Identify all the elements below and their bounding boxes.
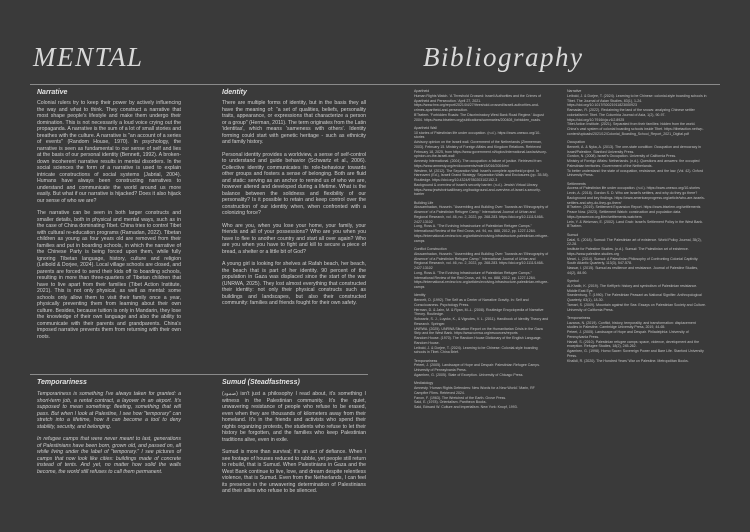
bibliography-group-heading: Building Life (414, 200, 434, 205)
bibliography-entry: Leibold, J. & Dorjee, T. (2024). Learning to be Chinese: Colonial-style boarding schools in Tibet. China Brief. (414, 345, 538, 355)
bibliography-entry: Hanafi, S. (2010). Palestinian refugee camps: space, violence, development and the exception. Refugee Studies, 18(2), 245-262. (567, 339, 700, 349)
section-heading-identity: Identity (222, 89, 247, 96)
page-title-bibliography: Bibliography (423, 42, 584, 72)
bibliography-entry: Ramadan, R. (2022). Reclaiming the land of the snows: analyzing Chinese settler colonialism in Tibet. The Columbia Journal of Asia, 1(2), 90-97. https://doi.org/10.7916/cja.v1i2.8925 (567, 108, 695, 122)
bibliography-entry: Levin, A. (2018). Gordon S. D. Who are Israel's settlers, and why do they go there? Background and key findings. https://www.americanprogress.org/article/who-are-israels-settlers-and-why-do-they-go-there/ (567, 191, 705, 205)
bibliography-group (414, 126, 550, 197)
bibliography-entry: Fanon, F. (1963). The Wretched of the Earth. Grove Press. (414, 395, 507, 400)
identity-paragraph: Who are you, when you lose your home, your family, your friends and all of your possessions? Who are you when you have to flee to another country and start all over again? Who are you when you have to fight and kill to secure a piece of bread, a shelter or a little bit of God? (222, 222, 366, 255)
bibliography-entry: Peteet, J. (2005). Landscape of Hope and Despair. Philadelphia: University of Pennsylvania Press. (567, 330, 689, 339)
middle-divider (30, 374, 368, 375)
bibliography-entry: Abusamhadan, Hussein. "Assembling and Building Over: Towards an 'Ethnography of Absence' of a Palestinian Refugee Camp." International Journal of Urban and Regional Research, vol. 46, no. 2, 2022, pp. 268-283. https://doi.org/10.1111/1468-2427.13102 (414, 205, 549, 224)
bibliography-group (567, 316, 707, 364)
bibliography-group-heading: Symbol (567, 279, 579, 284)
identity-paragraph: A young girl is looking for shelves at Rafah beach, her beach, the beach that is part of her identity. 90 percent of the population in Gaza was displaced since the start of the war (UNRWA, 2025). They lost almost everything that constructed their identity: not only their physical constructs such as buildings and landscapes, but also their constructed community: families and friends fought for their own safety. (222, 261, 366, 306)
identity-paragraph: Personal identity provides a worldview, a sense of self-control to understand and guide behavior (Schwartz et al., 2006). Collective identity communicates its role-behaviour towards other groups and fosters a sense of belonging. Both are fluid and static: serving as an anchor to remind us of who we are, however altered and developed during a lifetime. What is the balance between the solidness and flexibility of our personality? Is it possible to retain and keep control over the construction of our identity when, when confronted with a colonizing force? (222, 151, 366, 216)
identity-body (222, 100, 366, 313)
narrative-paragraph: Colonial rulers try to keep their power by actively influencing the way and what to think. They construct a narrative that most shape people's lifestyle and make them undergo their domination. This is not necessarily a loud voice crying out the propaganda. A narrative is the sum of a lot of small stories and breathes with the culture. A narrative is "an account of a series of events" (Random House, 1970). In psychology, the narrative is seen as fundamental to our sense of self and lies at the basis of our personal identity (Bennett, 1992). A broken-down incoherent narrative results in mental disorders. In the social sciences the form of a narrative is used to explain intricate constructions of social systems (Jabrial, 2004). Humans have always been constructing narratives to understand and communicate the world around us more easily. But what if our narrative is hijacked? Does it also hijack our sense of who we are? (37, 100, 181, 204)
bibliography-entry: Swedenburg, T. (1990). The Palestinian Peasant as National Signifier. Anthropological Quarterly, 63(1), 18-30. (567, 293, 702, 303)
bibliography-group (414, 201, 550, 244)
bibliography-entry: B'Tselem. 'Forbidden Roads: The Discriminatory West Bank Road Regime.' August 2004. https://www.btselem.org/publications/summaries/200408_forbidden_roads. (414, 112, 544, 122)
bibliography-group-heading: Conflict Construction (414, 247, 447, 252)
temporariness-paragraph: Temporariness is something I've always taken for granted: a short-term job, a rental contract, a layover in an airport. It's supposed to mean something: fleeting, something that will pass. But when I look at Palestine, I see how "temporary" can stretch into a lifetime, how it can become a tool to deny stability, security, and belonging. (37, 391, 181, 430)
narrative-body (37, 100, 181, 346)
bibliography-entry: Peteet, J. (2005). Landscape of Hope and Despair: Palestinian Refugee Camps. University of Pennsylvania Press. (414, 363, 540, 373)
bibliography-entry: Bennett, A. & Nyka, A. (2013). The one-state condition: Occupation and democracy in Israel/Palestine. Stanford University Press. (567, 144, 702, 154)
bibliography-entry: Amnesty International. (2004). The occupation: a failure of justice. Retrieved from https://www.amnesty.org/en/documents/mde15/016/2004/en/ (414, 159, 542, 168)
bibliography-entry: Long, Ross A. "The Evolving Infrastructure of Palestinian Refugee Camps." International Review of the Red Cross, vol. 94, no. 888, 2012, pp. 1227-1264. https://international-review.icrc.org/articles/evolving-infrastructure-palestinian-refugee-camps (414, 270, 549, 290)
bibliography-group (414, 89, 550, 122)
bibliography-entry: Long, Ross A. "The Evolving Infrastructure of Palestinian Refugee Camps." International Review of the Red Cross, vol. 94, no. 888, 2012, pp. 1227-1264. https://international-review.icrc.org/articles/evolving-infrastructure-palestinian-refugee-camps (414, 224, 549, 243)
bibliography-entry: 10 stories of Palestinian life under occupation. (n.d.). https://www.unesco.org/10-stories (414, 130, 541, 140)
bibliography-group (567, 182, 707, 230)
bibliography-column-1 (414, 89, 550, 413)
bibliography-entry: Herman, D. & Jahn, M. & Ryan, M.-L. (2008). Routledge Encyclopedia of Narrative Theory. Routledge. (414, 307, 544, 317)
bibliography-group (414, 359, 550, 378)
bibliography-group-heading: Settlements (567, 181, 586, 186)
bibliography-group-heading: Sumud (567, 232, 579, 237)
bibliography-entry: Al-Khatib, K. (2019). The Keffiyeh: history and symbolism of Palestinian resistance. Middle East Eye. (567, 283, 698, 293)
top-divider (30, 84, 720, 85)
bibliography-entry: Khalidi, R. (2020). The Hundred Years' War on Palestine. Metropolitan Books. (567, 358, 689, 363)
bibliography-entry: Human Rights Watch. 'A Threshold Crossed: Israeli Authorities and the Crimes of Apartheid and Persecution.' April 27, 2021. https://www.hrw.org/report/2021/04/27/threshold-crossed/israeli-authorities-and-crimes-apartheid-and-persecution. (414, 93, 542, 112)
bibliography-entry: Random House. (1970). The Random House Dictionary of the English Language. Random House. (414, 336, 542, 345)
bibliography-entry: Said, E. (1978). Orientalism. Pantheon Books. (414, 400, 487, 405)
bibliography-entry: Dalal, S. (2018). Sumud: The Palestinian art of existence. World Policy Journal, 35(2), 22-28. (567, 237, 702, 247)
narrative-paragraph: The narrative can be seen in both larger constructs and smaller details, both in physical and mental ways, such as in the case of China dominating Tibet. China tries to control Tibet with cultural re-education programs (Ramadan, 2022). Tibetan children as young as four years old are removed from their families and put in boarding schools, in which the narrative of the Chinese Party is being forced upon them, while fully ignoring Tibetan language, history, culture and religion (Leibold & Dorjee, 2024). Local village schools are closed, and parents are forced to send their kids off to boarding schools, resulting in more than three-quarters of Tibetan children that have to live apart from their families (Tibet Action Institute, 2021). This is not only physical, as well as mental: some schools only allow them to visit their family once a year, physically preventing them from learning about their own culture. Besides, because tuition is only in Mandarin, they lose the knowledge of their own language and also the ability to communicate with their parents and grandparents. China's imposed narrative prevents them from returning with their own roots. (37, 210, 181, 340)
bibliography-entry: Schwartz, S. J., Luyckx, K., & Vignoles, V. L. (2011). Handbook of Identity Theory and Research. Springer. (414, 317, 549, 326)
bibliography-entry: Gordon, N. (2008). Israel's Occupation. University of California Press. (567, 154, 677, 159)
bibliography-entry: Amnesty. 'Human Rights Defenders: New Words for a New World.' Marin, RF Campfire Films. Retrieved 2024. (414, 386, 535, 395)
bibliography-group (414, 293, 550, 355)
bibliography-entry: Institute for Palestine Studies. (n.d.). Sumud: The Palestinian art of existence. https://www.palestine-studies.org (567, 247, 689, 256)
bibliography-group (414, 381, 550, 410)
bibliography-group-heading: Occupation (567, 140, 585, 145)
bibliography-group-heading: Temporariness (567, 315, 591, 320)
bibliography-group-heading: Apartheid (414, 89, 430, 93)
bibliography-entry: Nassar, I. (2015). Sumud as resilience and resistance. Journal of Palestine Studies, 44(2), 88-90. (567, 266, 699, 275)
bibliography-group-heading: Identity (414, 293, 426, 298)
bibliography-entry: To better understand: the state of occupation, resistance, and the law. (Vol. 42). Oxford University Press. (567, 168, 704, 178)
bibliography-entry: Meari, L. (2014). Sumud: A Palestinian Philosophy of Confronting Colonial Captivity. South Atlantic Quarterly, 113(3), 547-578. (567, 256, 699, 266)
section-heading-temporariness: Temporariness (37, 379, 87, 386)
bibliography-group (567, 89, 707, 137)
bibliography-entry: Leibold, J. & Dorjee, T. (2024). Learning to be Chinese: colonial-style boarding schools in Tibet. The Journal of Asian Studies, 83(1), 1-24. https://doi.org/10.1017/S0021911823000923 (567, 93, 707, 108)
bibliography-entry: Western, M. (2012). The Separation Wall: Israel's complete apartheid project. In Hareuveni (Ed.), Israeli Grand Strategy: Separation Walls and Enclosures (pp. 35-58). Routledge. https://doi.org/10.4324/9780203102152-3 (414, 168, 549, 183)
bibliography-entry: Tibet Action Institute. (2021). Separated from their families: hidden from the world. China's vast system of colonial boarding schools inside Tibet. https://tibetaction.net/wp-content/uploads/2021/12/Colonial_Boarding_School_Report_2021_Digital.pdf (567, 122, 704, 136)
sumud-paragraph: Sumud is more than survival; it's an act of defiance. When I see footage of houses reduced to rubble, yet people still return to rebuild, that is Sumud. When Palestinians in Gaza and the West Bank continue to live, love, and dream despite relentless violence, that is Sumud. Even from the Netherlands, I can feel its presence in the unwavering determination of Palestinians and their allies who refuse to be silenced. (222, 449, 366, 494)
bibliography-entry: Lazarus, N. (2019). Conflict, history, temporality, and transformation: displacement studies in Palestine. Cambridge University Press, 2019, 44-65. (567, 320, 696, 330)
bibliography-group (567, 233, 707, 276)
temporariness-body (37, 391, 181, 481)
bibliography-group (414, 247, 550, 290)
bibliography-entry: Access of Palestinian life under occupation. (n.d.). https://www.unesco.org/10-stories (567, 186, 700, 191)
bibliography-entry: Advisory opinion on the Israeli wall. Government of the Netherlands (Zimmerman, 2003). February 15. Ministry of Foreign Affairs and Kingdom Relations. Retrieved February 18, 2025, from https://www.government.nl/topics/international-law/advisory-opinion-on-the-israeli-wall (414, 140, 548, 159)
bibliography-group (567, 140, 707, 178)
bibliography-entry: Said, Edward W. Culture and Imperialism. New York: Knopf, 1993. (414, 405, 518, 410)
bibliography-entry: Agamben, G. (1998). Homo Sacer: Sovereign Power and Bare Life. Stanford University Press. (567, 349, 704, 358)
bibliography-entry: UNRWA. (2025). UNRWA Situation Report on the Humanitarian Crisis in the Gaza Strip and the West Bank. https://www.unrwa.org/resources/reports (414, 326, 543, 336)
bibliography-entry: B'Tselem. (2019). Settlement Expansion Report. https://www.btselem.org/settlements (567, 205, 701, 210)
bibliography-group-heading: Apartheid Wall (414, 125, 437, 130)
temporariness-paragraph: In refugee camps that were never meant to last, generations of Palestinians have been born, grown old, and passed on, all while living under the label of "temporary." I see pictures of camps that now look like cities: buildings made of concrete instead of tents. And yet, no matter how solid the walls become, the world still refuses to call them permanent. (37, 436, 181, 475)
bibliography-group-heading: Temporariness (414, 358, 438, 363)
bibliography-entry: Tamari, S. (2009). Mountain against the Sea: Essays on Palestinian Society and Culture. University of California Press. (567, 302, 706, 312)
bibliography-entry: Background & overview of Israel's security barrier. (n.d.). Jewish Virtual Library. https://www.jewishvirtuallibrary.org/background-and-overview-of-israel-s-security-barrier (414, 182, 542, 197)
section-heading-sumud: Sumud (Steadfastness) (222, 379, 300, 386)
bibliography-entry: Ministry of Foreign Affairs: Netherlands. (n.d.). Questions and answers: the occupied Palestinian territories. Government of the Netherlands. (567, 159, 700, 168)
sumud-body (222, 391, 366, 501)
bibliography-group (567, 279, 707, 312)
bibliography-entry: Abusamhadan, Hussein. "Assembling and Building Over: Towards an 'Ethnography of Absence' of a Palestinian Refugee Camp." International Journal of Urban and Regional Research, vol. 46, no. 2, 2022, pp. 268-283. https://doi.org/10.1111/1468-2427.13102 (414, 251, 549, 271)
bibliography-entry: Bennett, D. (1992). The Self as a Center of Narrative Gravity. In: Self and Consciousness. Psychology Press. (414, 298, 529, 307)
bibliography-entry: Peace Now. (2023). Settlement Watch: construction and population data. https://peacenow.org.il/en/settlements-watchers (567, 210, 682, 219)
bibliography-entry: Agamben, G. (2005). State of Exception. University of Chicago Press. (414, 372, 524, 377)
bibliography-group-heading: Narrative (567, 89, 582, 93)
identity-paragraph: There are multiple forms of identity, but in the basis they all have the meaning of: "a set of qualities, beliefs, personality traits, appearance, or expressions that characterize a person or a group" (Herman, 2011). The term originates from the Latin 'identitas', which means 'sameness with others'. Identity forming could start with genetic heritage - such as ethnicity and family history. (222, 100, 366, 145)
sumud-paragraph: (صمود) isn't just a philosophy I read about, it's something I witness in the Palestinian community. It's the quiet, unwavering resistance of people who refuse to be erased, even when they are thousands of kilometers away from their homeland. It's in the friends and activists who spend their nights organizing protests, the students who refuse to let their history be forgotten, and the families who keep Palestinian traditions alive, even in exile. (222, 391, 366, 443)
bibliography-column-2 (567, 89, 707, 367)
section-heading-narrative: Narrative (37, 89, 68, 96)
bibliography-entry: Lein, Y. & Weizman, E. (2002). Land Grab: Israel's Settlement Policy in the West Bank. B'Tselem. (567, 219, 704, 229)
page-title-mental: MENTAL (33, 42, 144, 72)
bibliography-group-heading: Mediatology (414, 381, 434, 386)
